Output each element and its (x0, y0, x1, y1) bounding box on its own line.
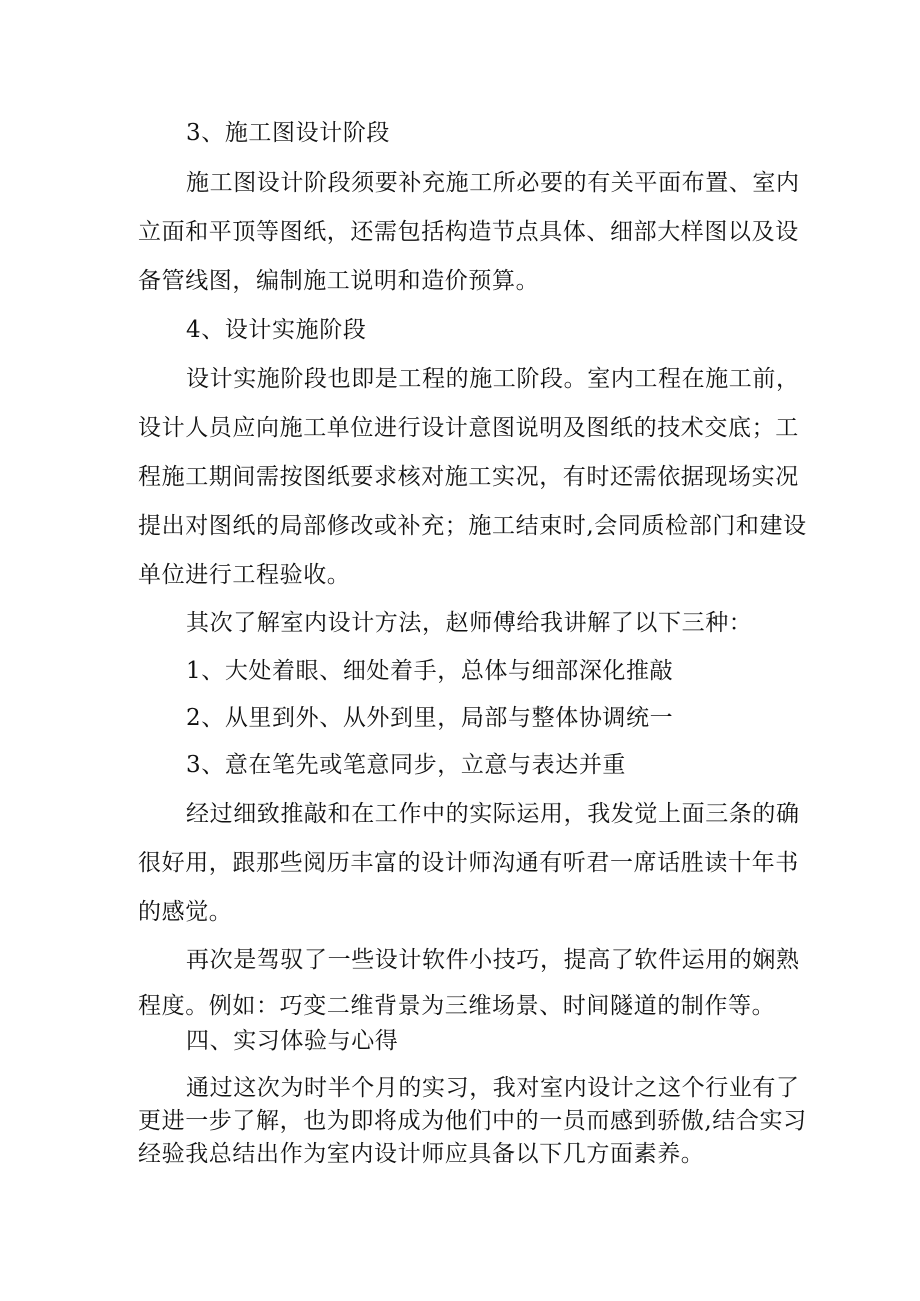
software-paragraph-line-2: 程度。例如：巧变二维背景为三维场景、时间隧道的制作等。 (138, 993, 776, 1019)
stage4-paragraph-line-1: 设计实施阶段也即是工程的施工阶段。室内工程在施工前， (186, 366, 800, 392)
experience-paragraph-line-3: 经验我总结出作为室内设计师应具备以下几方面素养。 (138, 1141, 705, 1167)
section-four-heading: 四、实习体验与心得 (186, 1028, 399, 1054)
methods-reflection-line-3: 的感觉。 (138, 899, 233, 925)
methods-reflection-line-1: 经过细致推敲和在工作中的实际运用，我发觉上面三条的确 (186, 801, 800, 827)
method-item-3: 3、意在笔先或笔意同步，立意与表达并重 (186, 752, 627, 778)
stage4-heading: 4、设计实施阶段 (186, 317, 367, 343)
method-item-2: 2、从里到外、从外到里，局部与整体协调统一 (186, 705, 674, 731)
software-paragraph-line-1: 再次是驾驭了一些设计软件小技巧，提高了软件运用的娴熟 (186, 947, 800, 973)
stage4-paragraph-line-3: 程施工期间需按图纸要求核对施工实况，有时还需依据现场实况 (138, 464, 799, 490)
stage4-paragraph-line-5: 单位进行工程验收。 (138, 562, 351, 588)
stage3-paragraph-line-1: 施工图设计阶段须要补充施工所必要的有关平面布置、室内 (186, 170, 800, 196)
methods-intro: 其次了解室内设计方法，赵师傅给我讲解了以下三种： (186, 610, 753, 636)
experience-paragraph-line-1: 通过这次为时半个月的实习，我对室内设计之这个行业有了 (186, 1075, 800, 1101)
method-item-1: 1、大处着眼、细处着手，总体与细部深化推敲 (186, 658, 674, 684)
stage3-heading: 3、施工图设计阶段 (186, 120, 391, 146)
stage3-paragraph-line-2: 立面和平顶等图纸，还需包括构造节点具体、细部大样图以及设 (138, 219, 799, 245)
stage3-paragraph-line-3: 备管线图，编制施工说明和造价预算。 (138, 268, 540, 294)
methods-reflection-line-2: 很好用，跟那些阅历丰富的设计师沟通有听君一席话胜读十年书 (138, 850, 799, 876)
stage4-paragraph-line-2: 设计人员应向施工单位进行设计意图说明及图纸的技术交底；工 (138, 415, 799, 441)
experience-paragraph-line-2: 更进一步了解，也为即将成为他们中的一员而感到骄傲,结合实习 (138, 1108, 807, 1134)
stage4-paragraph-line-4: 提出对图纸的局部修改或补充；施工结束时,会同质检部门和建设 (138, 513, 807, 539)
